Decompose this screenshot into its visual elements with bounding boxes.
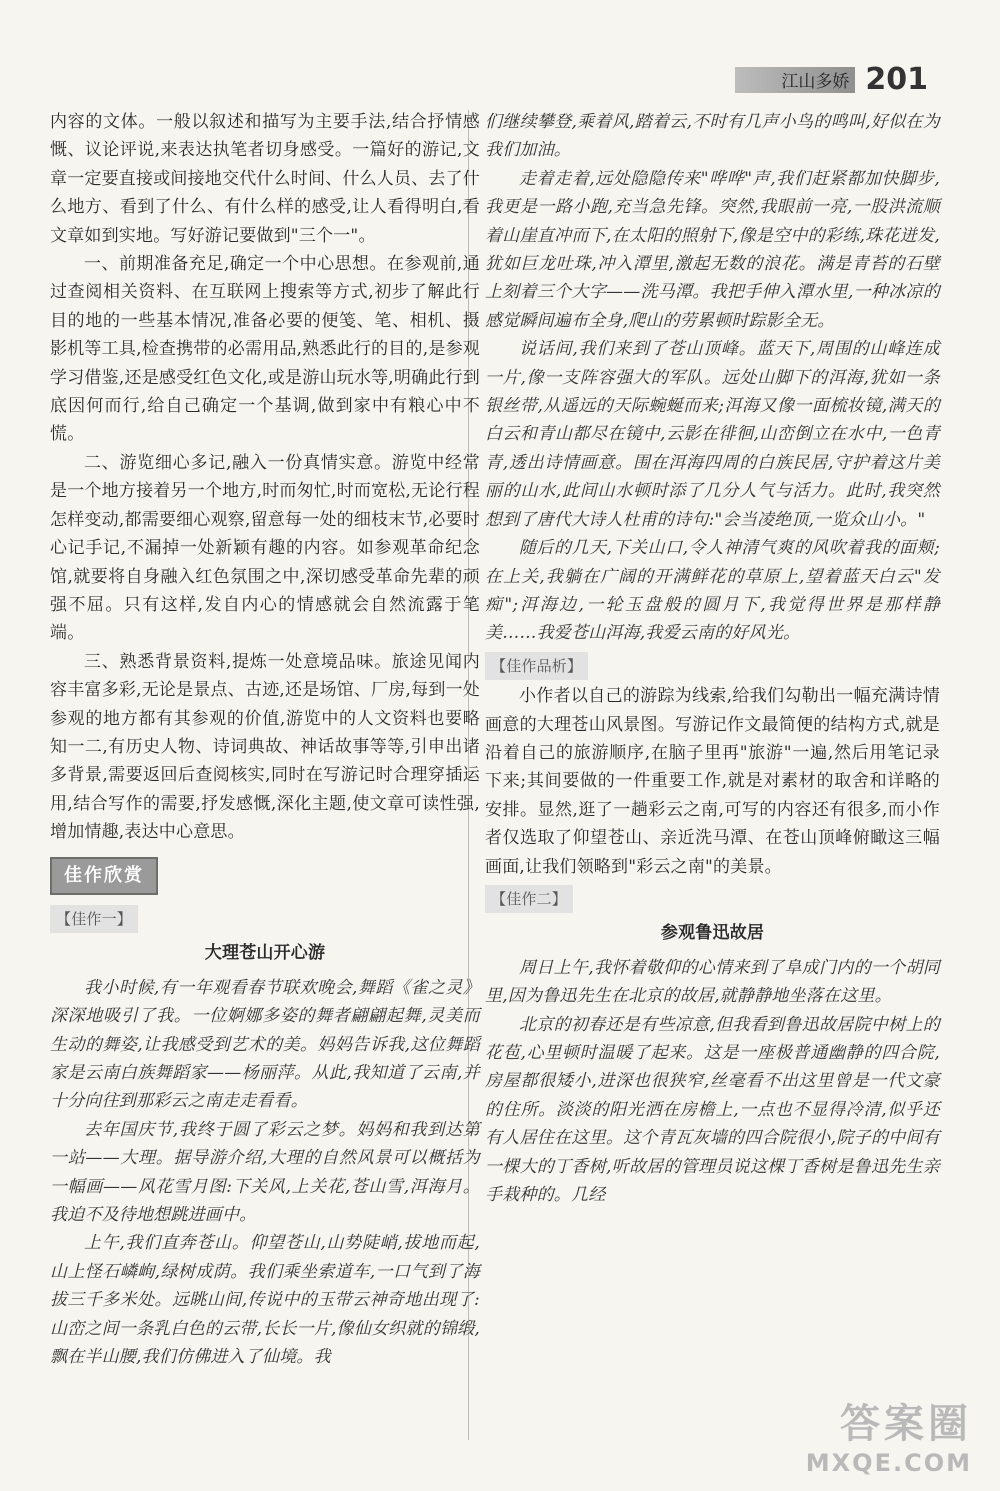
watermark-url: MXQE.COM xyxy=(805,1449,972,1477)
essay-one-title: 大理苍山开心游 xyxy=(204,943,326,964)
review-paragraph: 小作者以自己的游踪为线索,给我们勾勒出一幅充满诗情画意的大理苍山风景图。写游记作文最简便的结构方式,就是沿着自己的旅游顺序,在脑子里再"旅游"一遍,然后用笔记录下来;其间要做的一件重要工作,就是对素材的取舍和详略的安排。显然,逛了一趟彩云之南,可写的内容还有很多,而小作者仅选取了仰望苍山、亲近洗马潭、在苍山顶峰俯瞰这三幅画面,让我们领略到"彩云之南"的美景。 xyxy=(485,686,940,877)
essay-two-title: 参观鲁迅故居 xyxy=(660,923,765,944)
essay-one-paragraph: 们继续攀登,乘着风,踏着云,不时有几声小鸟的鸣叫,好似在为我们加油。 xyxy=(485,112,940,161)
page-header xyxy=(735,62,928,97)
essay-two-paragraph: 北京的初春还是有些凉意,但我看到鲁迅故居院中树上的花苞,心里顿时温暖了起来。这是一座极普通幽静的四合院,房屋都很矮小,进深也很狭窄,丝毫看不出这里曾是一代文豪的住所。淡淡的阳光洒在房檐上,一点也不显得冷清,似乎还有人居住在这里。这个青瓦灰墙的四合院很小,院子的中间有一棵大的丁香树,听故居的管理员说这棵丁香树是鲁迅先生亲手栽种的。几经 xyxy=(485,1014,940,1206)
right-column xyxy=(485,108,940,1209)
essay-one-tag: 【佳作一】 xyxy=(50,905,138,933)
section-title: 江山多娇 xyxy=(781,72,850,92)
essay-one-paragraph: 上午,我们直奔苍山。仰望苍山,山势陡峭,拔地而起,山上怪石嶙峋,绿树成荫。我们乘坐索道车,一口气到了海拔三千多米处。远眺山间,传说中的玉带云神奇地出现了:山峦之间一条乳白色的云带,长长一片,像仙女织就的锦缎,飘在半山腰,我们仿佛进入了仙境。我 xyxy=(50,1233,480,1368)
point-two: 二、游览细心多记,融入一份真情实意。游览中经常是一个地方接着另一个地方,时而匆忙,时而宽松,无论行程怎样变动,都需要细心观察,留意每一处的细枝末节,必要时心记手记,不漏掉一处新颖有趣的内容。如参观革命纪念馆,就要将自身融入红色氛围之中,深切感受革命先辈的顽强不屈。只有这样,发自内心的情感就会自然流露于笔端。 xyxy=(50,452,480,644)
essay-two-tag: 【佳作二】 xyxy=(485,885,573,913)
essay-one-paragraph: 随后的几天,下关山口,令人神清气爽的风吹着我的面颊;在上关,我躺在广阔的开满鲜花的草原上,望着蓝天白云"发痴";洱海边,一轮玉盘般的圆月下,我觉得世界是那样静美……我爱苍山洱海,我爱云南的好风光。 xyxy=(485,538,940,644)
essay-one-paragraph: 说话间,我们来到了苍山顶峰。蓝天下,周围的山峰连成一片,像一支阵容强大的军队。远处山脚下的洱海,犹如一条银丝带,从遥远的天际蜿蜒而来;洱海又像一面梳妆镜,满天的白云和青山都尽在镜中,云影在徘徊,山峦倒立在水中,一色青青,透出诗情画意。围在洱海四周的白族民居,守护着这片美丽的山水,此间山水顿时添了几分人气与活力。此时,我突然想到了唐代大诗人杜甫的诗句:"会当凌绝顶,一览众山小。" xyxy=(485,339,940,530)
essay-one-paragraph: 我小时候,有一年观看春节联欢晚会,舞蹈《雀之灵》深深地吸引了我。一位婀娜多姿的舞者翩翩起舞,灵美而生动的舞姿,让我感受到艺术的美。妈妈告诉我,这位舞蹈家是云南白族舞蹈家——杨丽萍。从此,我知道了云南,并十分向往到那彩云之南走走看看。 xyxy=(50,977,480,1112)
point-one: 一、前期准备充足,确定一个中心思想。在参观前,通过查阅相关资料、在互联网上搜索等方式,初步了解此行目的地的一些基本情况,准备必要的便笺、笔、相机、摄影机等工具,检查携带的必需用品,熟悉此行的目的,是参观学习借鉴,还是感受红色文化,或是游山玩水等,明确此行到底因何而行,给自己确定一个基调,做到家中有粮心中不慌。 xyxy=(50,254,480,445)
essay-one-paragraph: 走着走着,远处隐隐传来"哗哗"声,我们赶紧都加快脚步,我更是一路小跑,充当急先锋。突然,我眼前一亮,一股洪流顺着山崖直冲而下,在太阳的照射下,像是空中的彩练,珠花迸发,犹如巨龙吐珠,冲入潭里,激起无数的浪花。满是青苔的石壁上刻着三个大字——洗马潭。我把手伸入潭水里,一种冰凉的感觉瞬间遍布全身,爬山的劳累顿时踪影全无。 xyxy=(485,168,940,331)
page-number: 201 xyxy=(865,62,928,97)
review-tag: 【佳作品析】 xyxy=(485,652,588,680)
essay-one-paragraph: 去年国庆节,我终于圆了彩云之梦。妈妈和我到达第一站——大理。据导游介绍,大理的自然风景可以概括为一幅画——风花雪月图:下关风,上关花,苍山雪,洱海月。我迫不及待地想跳进画中。 xyxy=(50,1119,480,1226)
watermark-logo xyxy=(806,1392,972,1477)
intro-paragraph: 内容的文体。一般以叙述和描写为主要手法,结合抒情感慨、议论评说,来表达执笔者切身感受。一篇好的游记,文章一定要直接或间接地交代什么时间、什么人员、去了什么地方、看到了什么、有什么样的感受,让人看得明白,看文章如到实地。写好游记要做到"三个一"。 xyxy=(50,112,480,246)
section-banner: 佳作欣赏 xyxy=(50,857,158,895)
header-bar xyxy=(735,67,855,93)
left-column xyxy=(50,108,480,1371)
essay-two-paragraph: 周日上午,我怀着敬仰的心情来到了阜成门内的一个胡同里,因为鲁迅先生在北京的故居,就静静地坐落在这里。 xyxy=(485,957,940,1007)
watermark-top: 答案圈 xyxy=(840,1401,972,1447)
point-three: 三、熟悉背景资料,提炼一处意境品味。旅途见闻内容丰富多彩,无论是景点、古迹,还是场馆、厂房,每到一处参观的地方都有其参观的价值,游览中的人文资料也要略知一二,有历史人物、诗词典故、神话故事等等,引申出诸多背景,需要返回后查阅核实,同时在写游记时合理穿插运用,结合写作的需要,抒发感慨,深化主题,使文章可读性强,增加情趣,表达中心意思。 xyxy=(50,651,480,843)
